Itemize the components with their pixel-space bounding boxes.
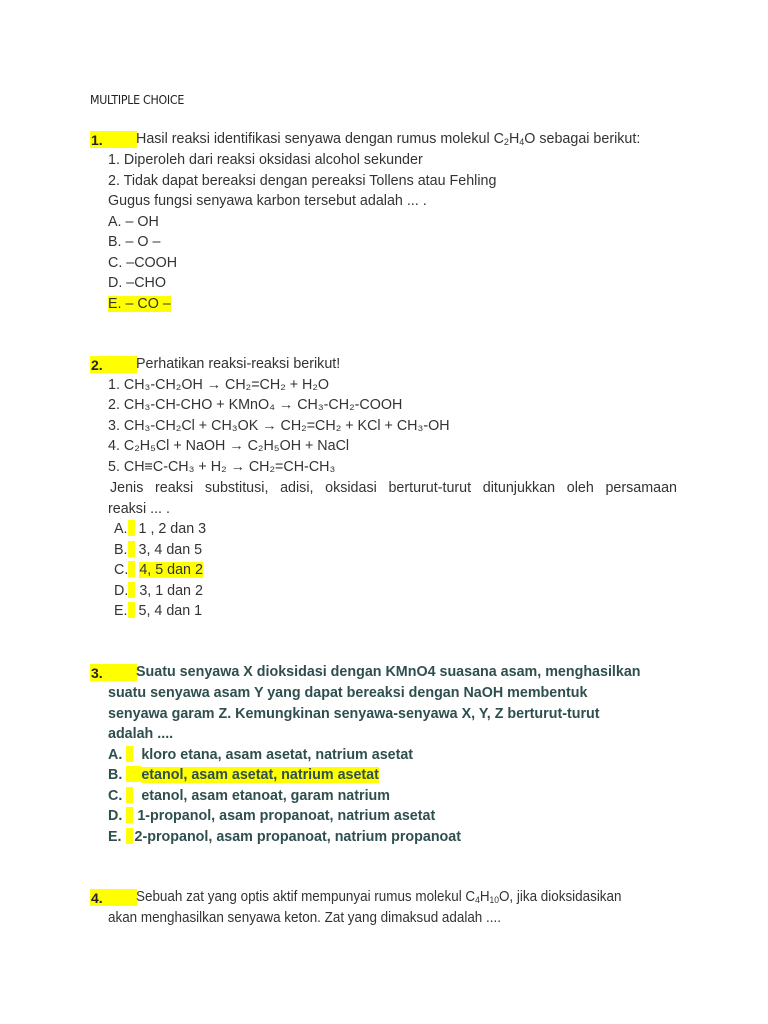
option-letter: C. [108, 788, 123, 804]
question-3-option-c [108, 787, 390, 805]
question-1-stem-post: O sebagai berikut: [524, 131, 641, 147]
question-4-line1-pre: Sebuah zat yang optis aktif mempunyai rumus molekul C [136, 889, 476, 905]
question-1-item: 2. Tidak dapat bereaksi dengan pereaksi Tollens atau Fehling [108, 173, 497, 189]
highlight-mark [126, 746, 133, 762]
highlight-mark [126, 766, 141, 782]
option-letter: B. [108, 767, 123, 783]
question-3-stem-line2: suatu senyawa asam Y yang dapat bereaksi dengan NaOH membentuk [108, 685, 588, 701]
question-2-option-c [114, 561, 203, 579]
question-3-stem-line4: adalah .... [108, 726, 174, 742]
question-1-stem-pre: Hasil reaksi identifikasi senyawa dengan rumus molekul C [136, 131, 504, 147]
question-2-stem: Perhatikan reaksi-reaksi berikut! [136, 356, 341, 372]
reaction-3: 3. CH₃-CH₂Cl + CH₃OK → CH₂=CH₂ + KCl + CH₃-OH [108, 418, 450, 434]
option-text: 2-propanol, asam propanoat, natrium propanoat [134, 829, 461, 845]
question-1-option-c: C. –COOH [108, 255, 178, 271]
question-4-line2: akan menghasilkan senyawa keton. Zat yang dimaksud adalah .... [108, 910, 501, 926]
option-text: kloro etana, asam asetat, natrium asetat [141, 747, 414, 763]
option-letter: D. [114, 583, 129, 599]
section-heading: MULTIPLE CHOICE [90, 93, 185, 107]
highlight-mark [128, 541, 135, 557]
option-text: 3, 1 dan 2 [139, 583, 203, 599]
question-1-question: Gugus fungsi senyawa karbon tersebut adalah ... . [108, 193, 427, 209]
reaction-2: 2. CH₃-CH-CHO + KMnO₄ → CH₃-CH₂-COOH [108, 397, 403, 413]
highlight-mark [126, 828, 133, 844]
reaction-4: 4. C₂H₅Cl + NaOH → C₂H₅OH + NaCl [108, 438, 350, 454]
option-letter: E. [108, 829, 122, 845]
question-3-option-a [108, 746, 413, 764]
highlight-mark [128, 602, 135, 618]
question-1-option-a: A. – OH [108, 214, 159, 230]
question-2-question-line1: Jenis reaksi substitusi, adisi, oksidasi berturut-turut ditunjukkan oleh persamaan [110, 480, 677, 496]
highlight-mark [128, 561, 135, 577]
question-1-item: 1. Diperoleh dari reaksi oksidasi alcohol sekunder [108, 152, 423, 168]
answer-highlight: E. – CO – [108, 296, 171, 312]
question-2-question-line2: reaksi ... . [108, 501, 170, 517]
reaction-5: 5. CH≡C-CH₃ + H₂ → CH₂=CH-CH₃ [108, 459, 336, 475]
question-3-number: 3. [90, 664, 137, 681]
question-4-line1: Sebuah zat yang optis aktif mempunyai rumus molekul $C_4H_{10}O$, jika dioksidasikan [136, 889, 622, 905]
question-4-line1-post: O, jika dioksidasikan [498, 889, 622, 905]
question-1-option-d: D. –CHO [108, 275, 166, 291]
option-letter: A. [108, 747, 123, 763]
option-letter: E. [114, 603, 128, 619]
question-1-option-e [108, 295, 171, 313]
question-2-option-b [114, 541, 202, 559]
question-2-option-a [114, 520, 206, 538]
question-3-option-d [108, 807, 435, 825]
option-letter: C. [114, 562, 129, 578]
question-2-option-e [114, 602, 202, 620]
option-letter: A. [114, 521, 128, 537]
question-3-option-e [108, 828, 461, 846]
reaction-1: 1. CH₃-CH₂OH → CH₂=CH₂ + H₂O [108, 377, 330, 393]
highlight-mark [128, 520, 135, 536]
question-1-option-b: B. – O – [108, 234, 161, 250]
question-2-option-d [114, 582, 203, 600]
option-text: 1-propanol, asam propanoat, natrium asetat [137, 808, 436, 824]
highlight-mark [126, 787, 133, 803]
option-text: 5, 4 dan 1 [138, 603, 203, 619]
answer-highlight: 4, 5 dan 2 [139, 562, 203, 578]
option-text: 1 , 2 dan 3 [138, 521, 207, 537]
question-4-number: 4. [90, 889, 137, 906]
option-text: etanol, asam etanoat, garam natrium [141, 788, 390, 804]
question-3-stem-line3: senyawa garam Z. Kemungkinan senyawa-senyawa X, Y, Z berturut-turut [108, 706, 600, 722]
option-text: 3, 4 dan 5 [138, 542, 203, 558]
question-1-stem: Hasil reaksi identifikasi senyawa dengan rumus molekul $C_2H_4O$ sebagai berikut: [136, 131, 641, 147]
question-1-number: 1. [90, 131, 137, 148]
highlight-mark [128, 582, 135, 598]
question-3-option-b [108, 766, 379, 784]
highlight-mark [126, 807, 133, 823]
option-letter: B. [114, 542, 128, 558]
question-3-stem-line1: Suatu senyawa X dioksidasi dengan KMnO4 suasana asam, menghasilkan [136, 664, 641, 680]
answer-highlight: etanol, asam asetat, natrium asetat [141, 767, 379, 783]
option-letter: D. [108, 808, 123, 824]
question-2-number: 2. [90, 356, 137, 373]
